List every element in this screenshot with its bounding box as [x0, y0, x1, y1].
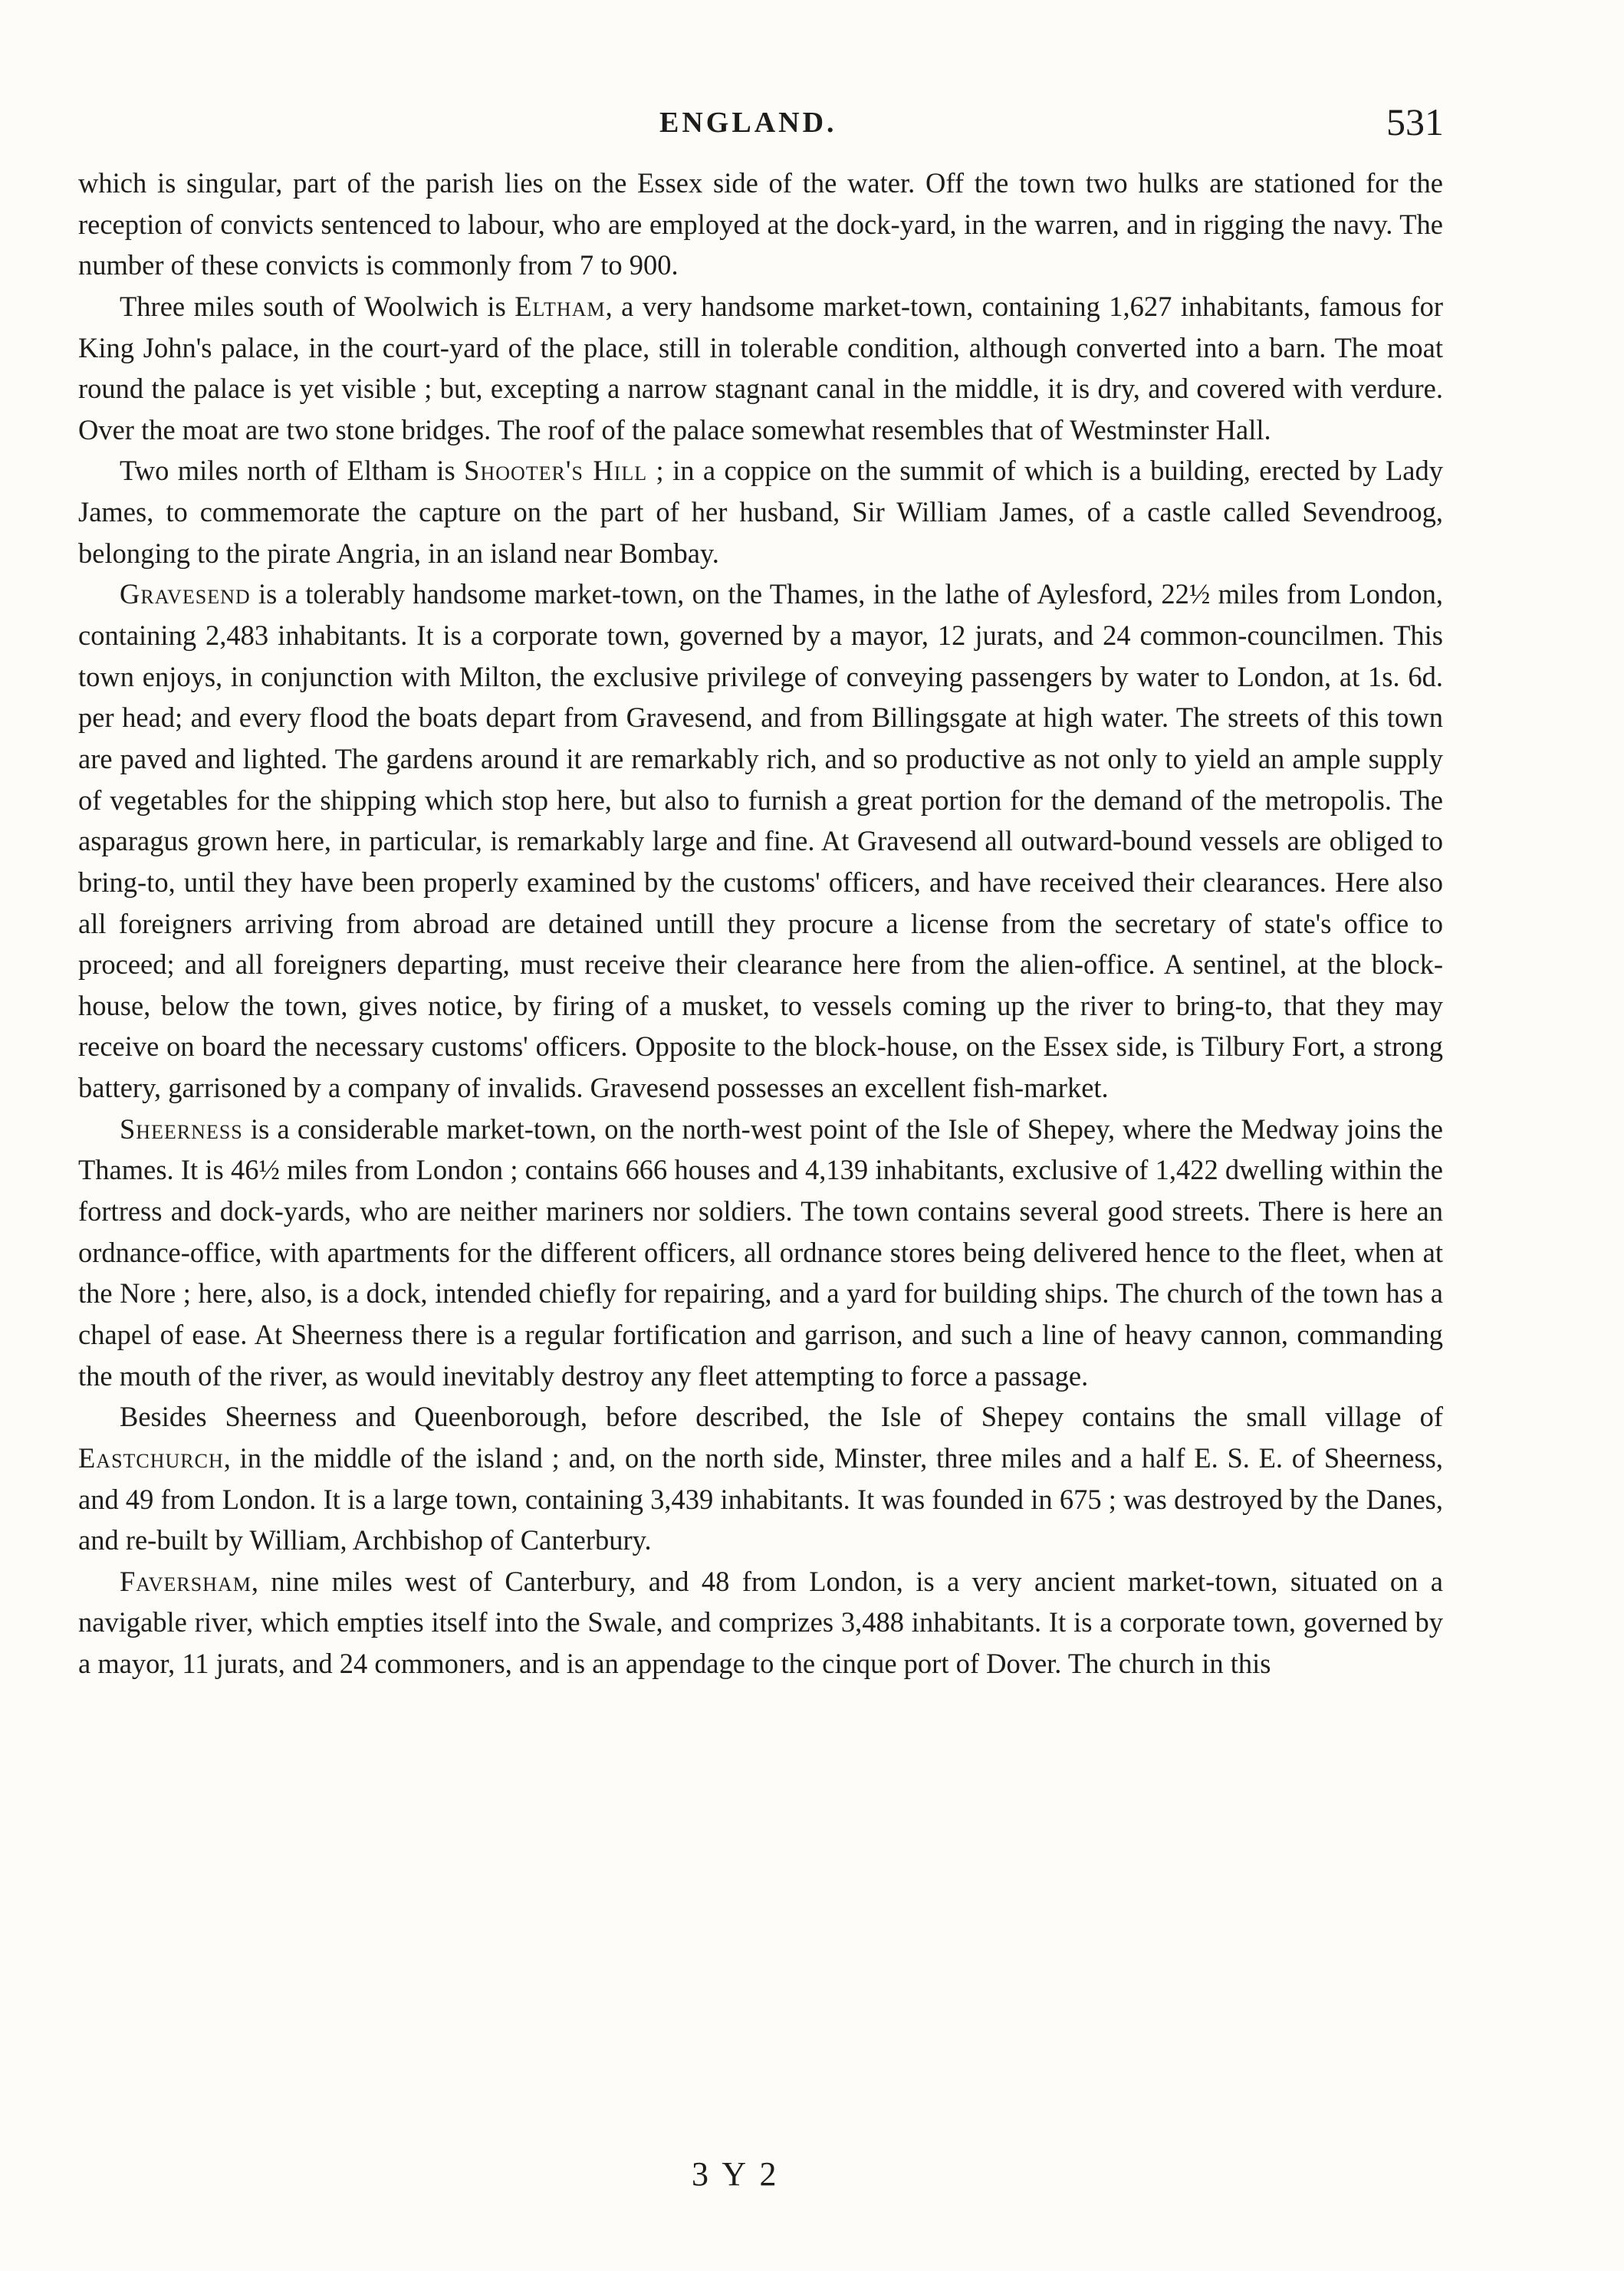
signature-mark: 3 Y 2 — [692, 2155, 780, 2193]
running-title: ENGLAND. — [659, 107, 837, 139]
paragraph-isle-of-shepey: Besides Sheerness and Queenborough, before described, the Isle of Shepey contains the small village of Eastchurch, in the middle of the island ; and, on the north side, Minster, three miles and a half E. S. E. of Sheerness, and 49 from London. It is a large town, containing 3,439 inhabitants. It was founded in 675 ; was destroyed by the Danes, and re-built by William, Archbishop of Canterbury. — [78, 1401, 1443, 1556]
paragraph-shooters-hill: Two miles north of Eltham is Shooter's Hill ; in a coppice on the summit of which is a building, erected by Lady James, to commemorate the capture on the part of her husband, Sir William James, of a castle called Sevendroog, belonging to the pirate Angria, in an island near Bombay. — [78, 455, 1443, 569]
place-name-faversham: Faversham — [120, 1565, 251, 1597]
paragraph-woolwich-continued: which is singular, part of the parish lies on the Essex side of the water. Off the town two hulks are stationed for the reception of convicts sentenced to labour, who are employed at the dock-yard, in the warren, and in rigging the navy. The number of these convicts is commonly from 7 to 900. — [78, 167, 1443, 281]
paragraph-gravesend: Gravesend is a tolerably handsome market-town, on the Thames, in the lathe of Aylesford, 22½ miles from London, containing 2,483 inhabitants. It is a corporate town, governed by a mayor, 12 jurats, and 24 common-councilmen. This town enjoys, in conjunction with Milton, the exclusive privilege of conveying passengers by water to London, at 1s. 6d. per head; and every flood the boats depart from Gravesend, and from Billingsgate at high water. The streets of this town are paved and lighted. The gardens around it are remarkably rich, and so productive as not only to yield an ample supply of vegetables for the shipping which stop here, but also to furnish a great portion for the demand of the metropolis. The asparagus grown here, in particular, is remarkably large and fine. At Gravesend all outward-bound vessels are obliged to bring-to, until they have been properly examined by the customs' officers, and have received their clearances. Here also all foreigners arriving from abroad are detained untill they procure a license from the secretary of state's office to proceed; and all foreigners departing, must receive their clearance here from the alien-office. A sentinel, at the block-house, below the town, gives notice, by firing of a musket, to vessels coming up the river to bring-to, that they may receive on board the necessary customs' officers. Opposite to the block-house, on the Essex side, is Tilbury Fort, a strong battery, garrisoned by a company of invalids. Gravesend possesses an excellent fish-market. — [78, 578, 1443, 1104]
place-name-eastchurch: Eastchurch — [78, 1441, 224, 1474]
place-name-sheerness: Sheerness — [120, 1112, 243, 1145]
paragraph-eltham: Three miles south of Woolwich is Eltham, a very handsome market-town, containing 1,627 inhabitants, famous for King John's palace, in the court-yard of the place, still in tolerable condition, although converted into a barn. The moat round the palace is yet visible ; but, excepting a narrow stagnant canal in the middle, it is dry, and covered with verdure. Over the moat are two stone bridges. The roof of the palace somewhat resembles that of Westminster Hall. — [78, 290, 1443, 445]
body-text — [78, 163, 1443, 1684]
paragraph-faversham: Faversham, nine miles west of Canterbury, and 48 from London, is a very ancient market-town, situated on a navigable river, which empties itself into the Swale, and comprizes 3,488 inhabitants. It is a corporate town, governed by a mayor, 11 jurats, and 24 commoners, and is an appendage to the cinque port of Dover. The church in this — [78, 1565, 1443, 1680]
place-name-shooters-hill: Shooter's Hill — [464, 455, 648, 487]
place-name-gravesend: Gravesend — [120, 578, 251, 610]
paragraph-sheerness: Sheerness is a considerable market-town, on the north-west point of the Isle of Shepey, where the Medway joins the Thames. It is 46½ miles from London ; contains 666 houses and 4,139 inhabitants, exclusive of 1,422 dwelling within the fortress and dock-yards, who are neither mariners nor soldiers. The town contains several good streets. There is here an ordnance-office, with apartments for the different officers, all ordnance stores being delivered hence to the fleet, when at the Nore ; here, also, is a dock, intended chiefly for repairing, and a yard for building ships. The church of the town has a chapel of ease. At Sheerness there is a regular fortification and garrison, and such a line of heavy cannon, commanding the mouth of the river, as would inevitably destroy any fleet attempting to force a passage. — [78, 1112, 1443, 1392]
page-number: 531 — [1386, 100, 1444, 143]
place-name-eltham: Eltham — [514, 290, 606, 322]
